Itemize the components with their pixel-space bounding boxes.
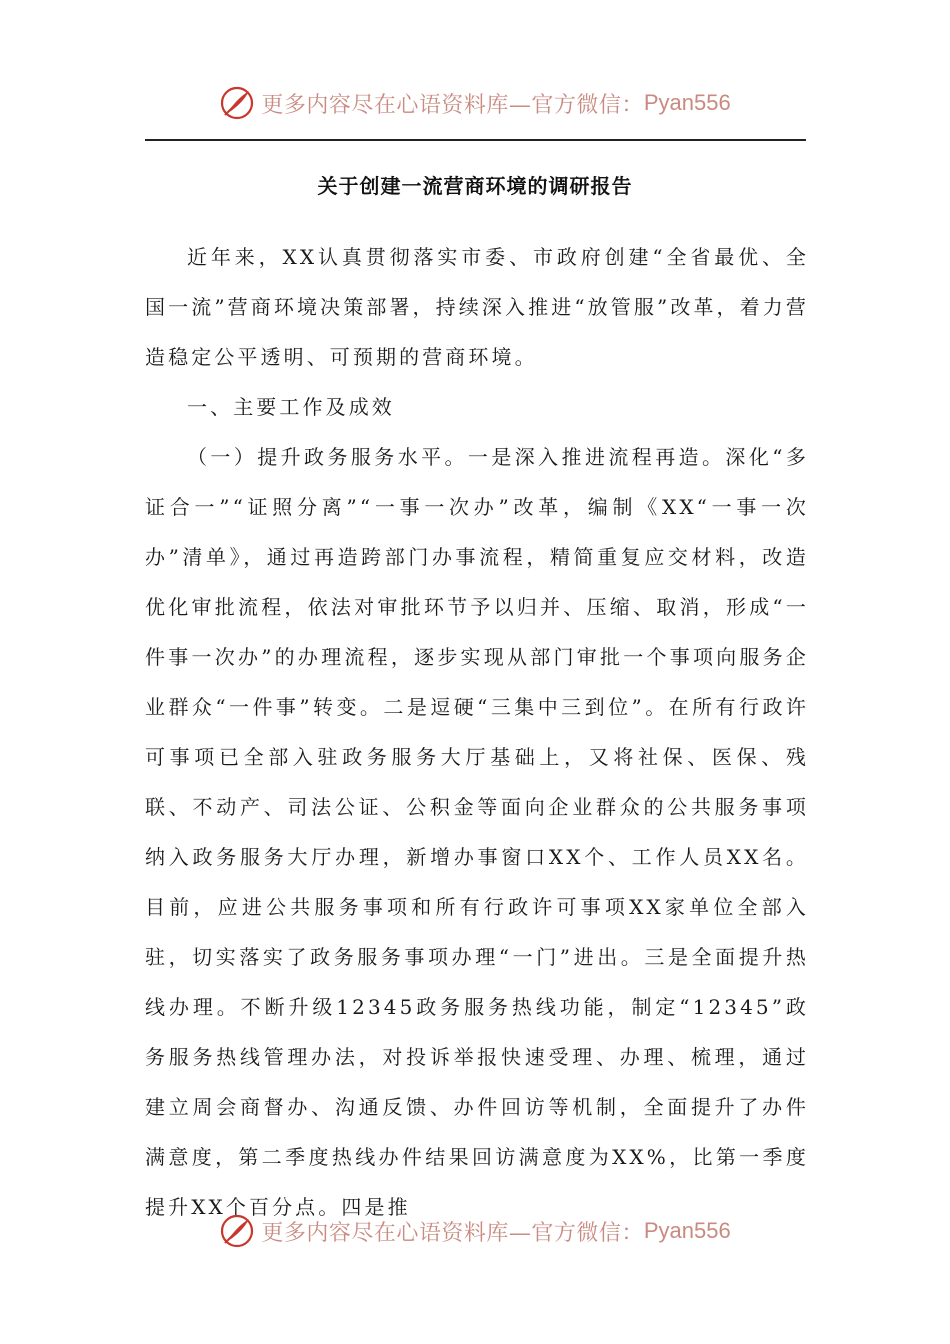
document-title: 关于创建一流营商环境的调研报告 bbox=[317, 174, 633, 198]
watermark-wechat-id: Pyan556 bbox=[643, 90, 731, 115]
quill-pen-circle-icon bbox=[219, 1213, 255, 1249]
watermark-text: 更多内容尽在心语资料库—官方微信： bbox=[261, 1220, 644, 1246]
quill-pen-circle-icon bbox=[219, 85, 255, 121]
footer-watermark bbox=[0, 1206, 950, 1256]
header-divider bbox=[145, 139, 806, 141]
watermark-text: 更多内容尽在心语资料库—官方微信： bbox=[261, 92, 644, 118]
paragraph-intro: 近年来，XX认真贯彻落实市委、市政府创建“全省最优、全国一流”营商环境决策部署，持续深入推进“放管服”改革，着力营造稳定公平透明、可预期的营商环境。 bbox=[145, 245, 809, 369]
paragraph-subsection-1: （一）提升政务服务水平。一是深入推进流程再造。深化“多证合一”“证照分离”“一事一次办”改革，编制《XX“一事一次办”清单》，通过再造跨部门办事流程，精简重复应交材料，改造优化审批流程，依法对审批环节予以归并、压缩、取消，形成“一件事一次办”的办理流程，逐步实现从部门审批一个事项向服务企业群众“一件事”转变。二是逗硬“三集中三到位”。在所有行政许可事项已全部入驻政务服务大厅基础上，又将社保、医保、残联、不动产、司法公证、公积金等面向企业群众的公共服务事项纳入政务服务大厅办理，新增办事窗口XX个、工作人员XX名。目前，应进公共服务事项和所有行政许可事项XX家单位全部入驻，切实落实了政务服务事项办理“一门”进出。三是全面提升热线办理。不断升级12345政务服务热线功能，制定“12345”政务服务热线管理办法，对投诉举报快速受理、办理、梳理，通过建立周会商督办、沟通反馈、办件回访等机制，全面提升了办件满意度，第二季度热线办件结果回访满意度为XX%，比第一季度提升XX个百分点。四是推 bbox=[145, 445, 809, 1219]
section-heading: 一、主要工作及成效 bbox=[187, 395, 395, 419]
header-watermark bbox=[0, 78, 950, 128]
watermark-wechat-id: Pyan556 bbox=[643, 1218, 731, 1243]
document-body bbox=[145, 232, 809, 1232]
